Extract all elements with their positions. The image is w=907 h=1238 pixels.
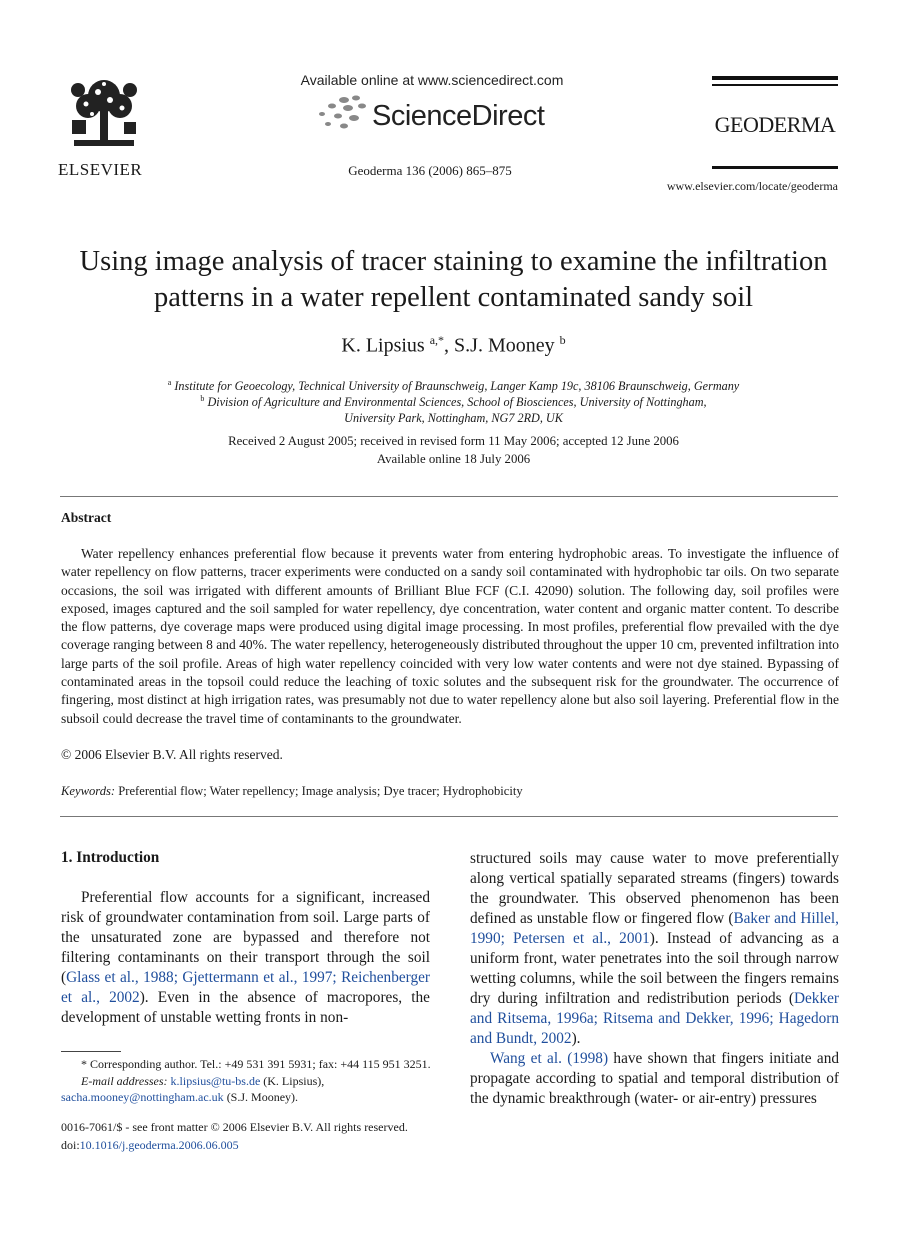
journal-rule-top (712, 76, 838, 80)
journal-url[interactable]: www.elsevier.com/locate/geoderma (666, 179, 838, 193)
body-left-text-b: ). Even in the absence of macropores, the development of unstable wetting fronts in non- (61, 989, 430, 1026)
affiliation-b-sup: b (200, 394, 205, 403)
journal-citation: Geoderma 136 (2006) 865–875 (348, 163, 512, 178)
email-link-1[interactable]: k.lipsius@tu-bs.de (170, 1073, 261, 1088)
footnote-star: * (81, 1057, 87, 1071)
body-left-text-a: Preferential flow accounts for a significant, increased risk of groundwater contamination from soil. Large parts of the unsaturated zone are bypassed and therefore not filtering contaminants on their transport through the soil ( (61, 889, 430, 986)
email-name-1: (K. Lipsius), (260, 1073, 325, 1088)
divider-top (60, 496, 838, 497)
received-dates: Received 2 August 2005; received in revised form 11 May 2006; accepted 12 June 2006 (228, 434, 679, 448)
keywords-label: Keywords: (61, 784, 116, 798)
reference-link[interactable]: Dekker and Ritsema, 1996a; Ritsema and Dekker, 1996; Hagedorn and Bundt, 2002 (470, 990, 839, 1047)
elsevier-tree-icon (64, 74, 144, 154)
affiliation-b-line1: Division of Agriculture and Environmental Sciences, School of Biosciences, University of Nottingham, (207, 395, 707, 410)
body-right-text-d: have shown that fingers initiate and propagate according to spatial and temporal distribution of the dynamic breakthrough (water- or air-entry) pressures (470, 1050, 839, 1107)
article-title-line1: Using image analysis of tracer staining to examine the infiltration (79, 246, 828, 277)
keywords (61, 784, 523, 799)
author-1-sup: a,* (429, 333, 445, 347)
email-name-2: (S.J. Mooney). (223, 1090, 299, 1104)
journal-rule-bottom (712, 166, 838, 169)
sciencedirect-logo (314, 94, 554, 138)
body-right-column (470, 849, 839, 1109)
publisher-name: ELSEVIER (58, 160, 143, 179)
footnote-corresponding: Corresponding author. Tel.: +49 531 391 5931; fax: +44 115 951 3251. (87, 1057, 431, 1071)
doi-label: doi: (61, 1137, 80, 1152)
body-right-text-c: ). (571, 1030, 581, 1047)
email-label: E-mail addresses: (81, 1073, 168, 1088)
abstract-text: Water repellency enhances preferential flow because it prevents water from entering hydrophobic areas. To investigate the influence of water repellency on flow patterns, tracer experiments were conducted on a sandy soil contaminated with hydrophobic tar oils. On two separate occasions, the soil was irrigated with different amounts of Brilliant Blue FCF (C.I. 42090) solution. The following day, soil profiles were exposed, images captured and the soil sampled for water repellency, dye concentration, water content and organic matter content. To describe the flow patterns, dye coverage maps were produced using digital image processing. In most profiles, preferential flow prevailed with the dye coverage ranging between 8 and 40%. The water repellency, heterogeneously distributed throughout the upper 10 cm, prevented infiltration into large parts of the soil profile. Areas of high water repellency coincided with very low water contents and were not dye stained. Bypassing of contaminated areas in the topsoil could reduce the leaching of toxic solutes and the subsequent risk for the groundwater. The occurrence of fingering, most distinct at high irrigation rates, was presumably not due to water repellency alone but also soil layering. Preferential flow in the subsoil could decrease the travel time of contaminants to the groundwater. (61, 546, 839, 726)
body-right-text-b: ). Instead of advancing as a uniform front, water penetrates into the soil through narrow wetting columns, while the soil between the fingers remains dry during infiltration and redistribution periods ( (470, 930, 839, 1007)
elsevier-logo (58, 74, 154, 180)
front-matter (61, 1119, 408, 1154)
abstract-copyright: © 2006 Elsevier B.V. All rights reserved. (61, 747, 283, 762)
keywords-list: Preferential flow; Water repellency; Image analysis; Dye tracer; Hydrophobicity (118, 784, 523, 798)
section-heading: 1. Introduction (61, 849, 160, 866)
body-left-column (61, 888, 430, 1028)
author-1: K. Lipsius (341, 334, 425, 357)
email-link-2[interactable]: sacha.mooney@nottingham.ac.uk (61, 1090, 224, 1104)
author-2: S.J. Mooney (454, 334, 555, 357)
doi-link[interactable]: 10.1016/j.geoderma.2006.06.005 (79, 1137, 239, 1152)
authors (40, 333, 867, 358)
author-separator: , (444, 334, 455, 357)
abstract-heading: Abstract (61, 510, 112, 525)
body-right-text-a: structured soils may cause water to move preferentially along vertical spatially separated streams (fingers) towards the groundwater. This observed phenomenon has been defined as unstable flow or fingered flow ( (470, 850, 839, 927)
footnote (61, 1056, 441, 1106)
reference-link[interactable]: Wang et al. (1998) (490, 1050, 609, 1067)
available-online: Available online at www.sciencedirect.com (300, 72, 564, 88)
sciencedirect-dots-icon (314, 94, 370, 138)
front-matter-text: 0016-7061/$ - see front matter © 2006 Elsevier B.V. All rights reserved. (61, 1120, 408, 1134)
journal-rule-top-thin (712, 84, 838, 86)
sciencedirect-wordmark: ScienceDirect (372, 100, 545, 132)
reference-link[interactable]: Baker and Hillel, 1990; Petersen et al., 2001 (470, 910, 839, 947)
article-title-line2: patterns in a water repellent contaminated sandy soil (153, 282, 754, 313)
affiliation-a-sup: a (167, 378, 172, 387)
journal-name: GEODERMA (714, 112, 836, 137)
footnote-rule (61, 1051, 121, 1052)
divider-bottom (60, 816, 838, 817)
affiliation-b (40, 391, 867, 426)
affiliation-a-text: Institute for Geoecology, Technical University of Braunschweig, Langer Kamp 19c, 38106 Braunschweig, Germany (174, 379, 740, 394)
affiliation-b-line2: University Park, Nottingham, NG7 2RD, UK (344, 411, 563, 426)
reference-link[interactable]: Glass et al., 1988; Gjettermann et al., 1997; Reichenberger et al., 2002 (61, 969, 430, 1006)
author-2-sup: b (559, 333, 566, 347)
article-title (40, 244, 867, 316)
available-date: Available online 18 July 2006 (376, 452, 531, 466)
